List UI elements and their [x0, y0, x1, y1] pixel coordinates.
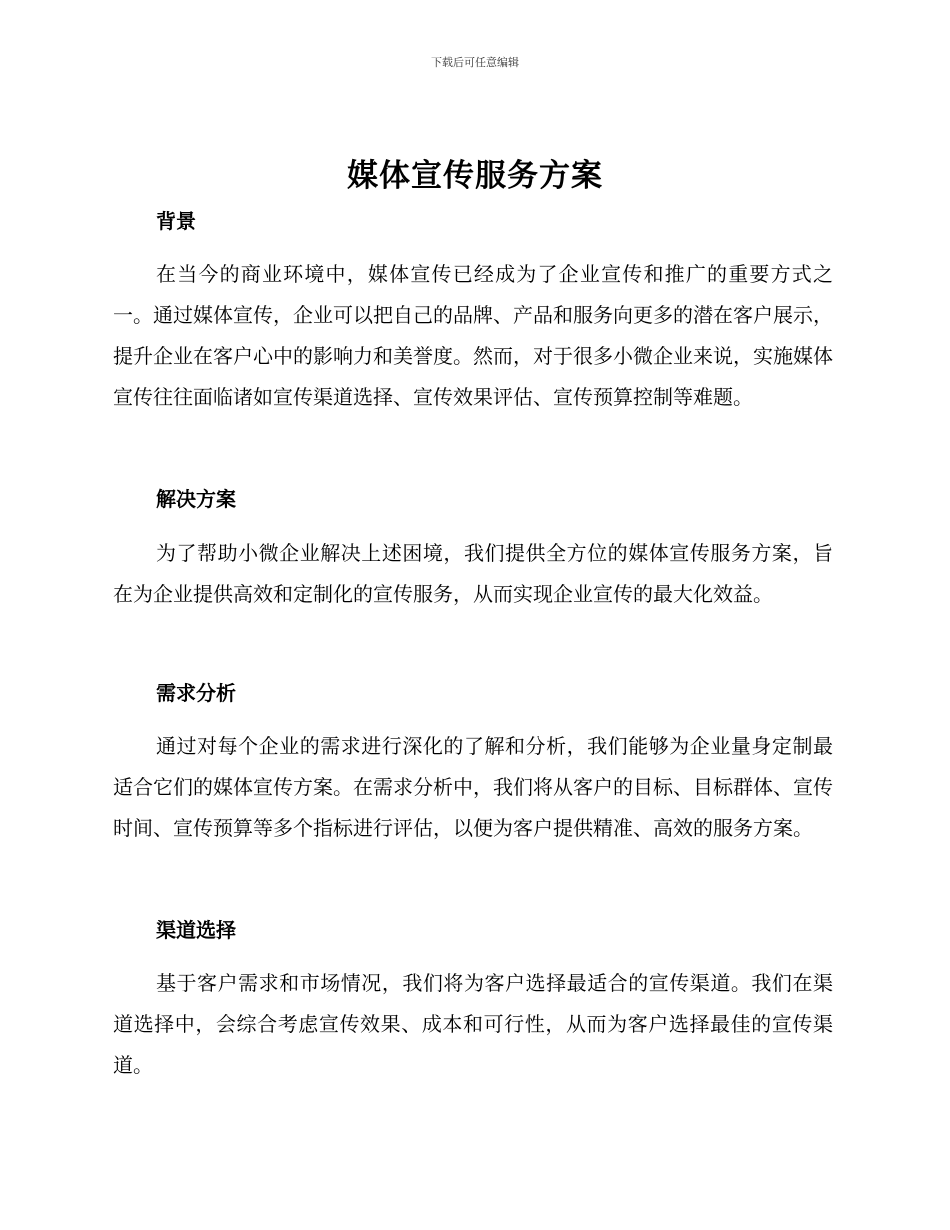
section-body-channel-selection: 基于客户需求和市场情况，我们将为客户选择最适合的宣传渠道。我们在渠道选择中，会综合考虑宣传效果、成本和可行性，从而为客户选择最佳的宣传渠道。 — [113, 971, 833, 1077]
section-body-needs-analysis: 通过对每个企业的需求进行深化的了解和分析，我们能够为企业量身定制最适合它们的媒体宣传方案。在需求分析中，我们将从客户的目标、目标群体、宣传时间、宣传预算等多个指标进行评估，以便为客户提供精准、高效的服务方案。 — [113, 734, 833, 840]
header-note: 下载后可任意编辑 — [431, 56, 519, 69]
section-heading-needs-analysis: 需求分析 — [156, 681, 236, 705]
section-heading-channel-selection: 渠道选择 — [156, 918, 236, 942]
section-heading-background: 背景 — [156, 209, 196, 233]
section-body-solution: 为了帮助小微企业解决上述困境，我们提供全方位的媒体宣传服务方案，旨在为企业提供高效和定制化的宣传服务，从而实现企业宣传的最大化效益。 — [113, 541, 833, 606]
document-title: 媒体宣传服务方案 — [347, 158, 603, 194]
section-body-background: 在当今的商业环境中，媒体宣传已经成为了企业宣传和推广的重要方式之一。通过媒体宣传，企业可以把自己的品牌、产品和服务向更多的潜在客户展示，提升企业在客户心中的影响力和美誉度。然而，对于很多小微企业来说，实施媒体宣传往往面临诸如宣传渠道选择、宣传效果评估、宣传预算控制等难题。 — [113, 262, 833, 409]
section-heading-solution: 解决方案 — [156, 487, 236, 511]
